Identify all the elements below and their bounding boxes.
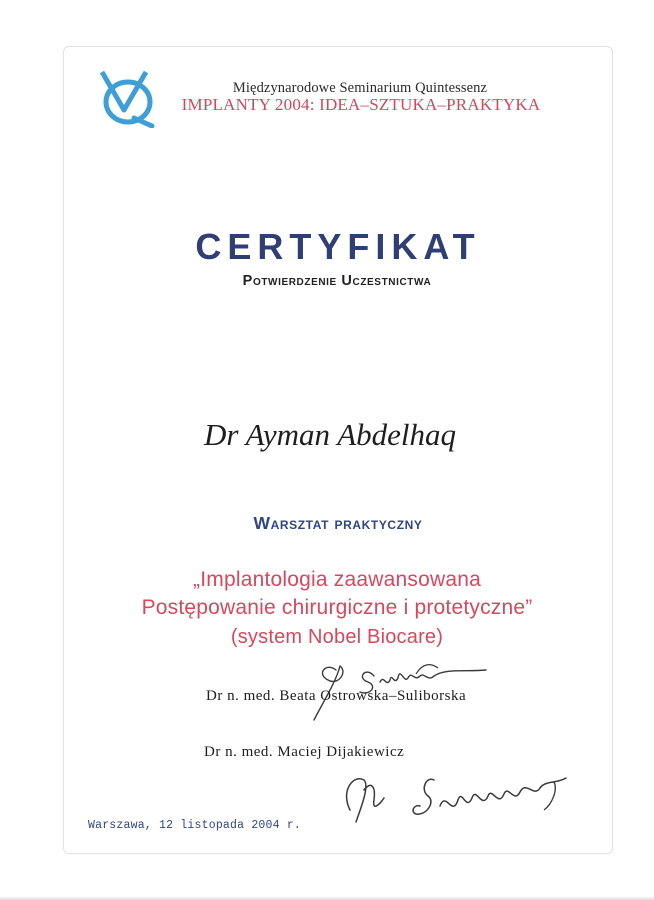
- signature-icon-2: [330, 760, 586, 836]
- seminar-name: Międzynarodowe Seminarium Quintessenz: [232, 80, 488, 96]
- topic-line-3: (system Nobel Biocare): [230, 626, 444, 648]
- recipient-name: Dr Ayman Abdelhaq: [203, 417, 456, 452]
- event-title: IMPLANTY 2004: IDEA–SZTUKA–PRAKTYKA: [181, 95, 541, 114]
- certificate-subtitle-text: Potwierdzenie Uczestnictwa: [242, 273, 432, 289]
- signatory-1-name: Dr n. med. Beata Ostrowska–Suliborska: [206, 688, 467, 704]
- topic-line-1: „Implantologia zaawansowana: [193, 568, 481, 591]
- signatory-2-name: Dr n. med. Maciej Dijakiewicz: [204, 744, 405, 760]
- place-and-date: Warszawa, 12 listopada 2004 r.: [88, 819, 302, 832]
- workshop-label: [0, 513, 654, 534]
- certificate-subtitle: [0, 273, 654, 289]
- certificate-title: CERTYFIKAT: [195, 226, 481, 267]
- topic-line-2: Postępowanie chirurgiczne i protetyczne”: [141, 596, 533, 619]
- scan-edge: [0, 896, 654, 900]
- quintessenz-logo-icon: [98, 66, 158, 128]
- workshop-label-text: Warsztat praktyczny: [253, 513, 423, 533]
